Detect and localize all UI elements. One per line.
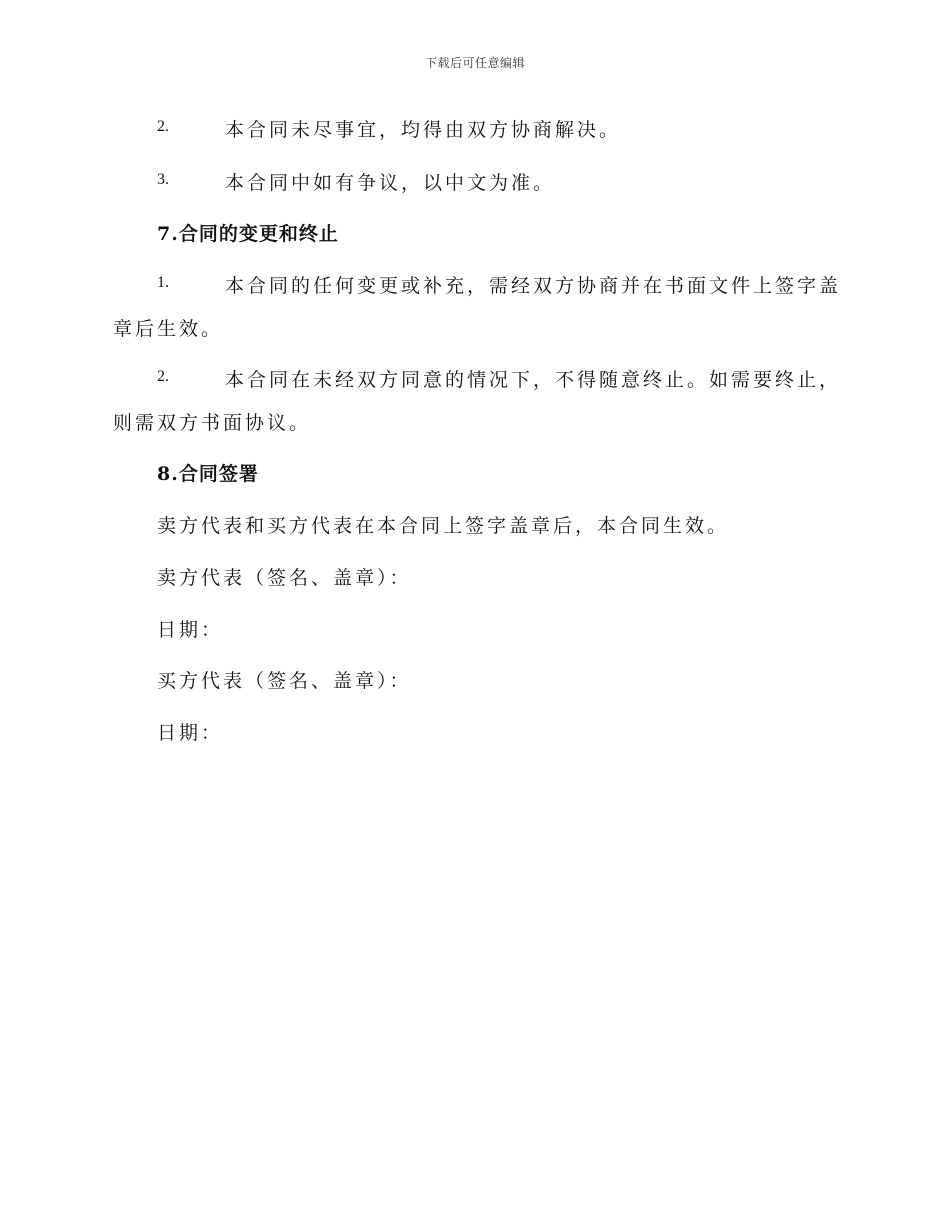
item-text: 本合同中如有争议，以中文为准。: [225, 172, 556, 194]
signing-intro: 卖方代表和买方代表在本合同上签字盖章后，本合同生效。: [157, 515, 730, 537]
item-number: 2.: [157, 118, 169, 135]
section-heading: 7.合同的变更和终止: [157, 223, 339, 245]
item-text: 本合同未尽事宜，均得由双方协商解决。: [225, 119, 622, 141]
seller-date-label: 日期：: [157, 619, 224, 641]
section-heading: 8.合同签署: [157, 463, 259, 485]
item-text: 本合同在未经双方同意的情况下，不得随意终止。如需要终止，: [225, 369, 842, 391]
page-header: 下载后可任意编辑: [424, 56, 525, 70]
buyer-date-label: 日期：: [157, 722, 224, 744]
seller-signature-label: 卖方代表（签名、盖章）：: [157, 567, 412, 589]
item-number: 1.: [157, 274, 169, 291]
item-number: 3.: [157, 171, 169, 188]
item-number: 2.: [157, 368, 169, 385]
item-text: 本合同的任何变更或补充，需经双方协商并在书面文件上签字盖: [225, 275, 842, 297]
item-text-continued: 则需双方书面协议。: [113, 412, 312, 434]
buyer-signature-label: 买方代表（签名、盖章）：: [157, 670, 412, 692]
item-text-continued: 章后生效。: [113, 318, 224, 340]
